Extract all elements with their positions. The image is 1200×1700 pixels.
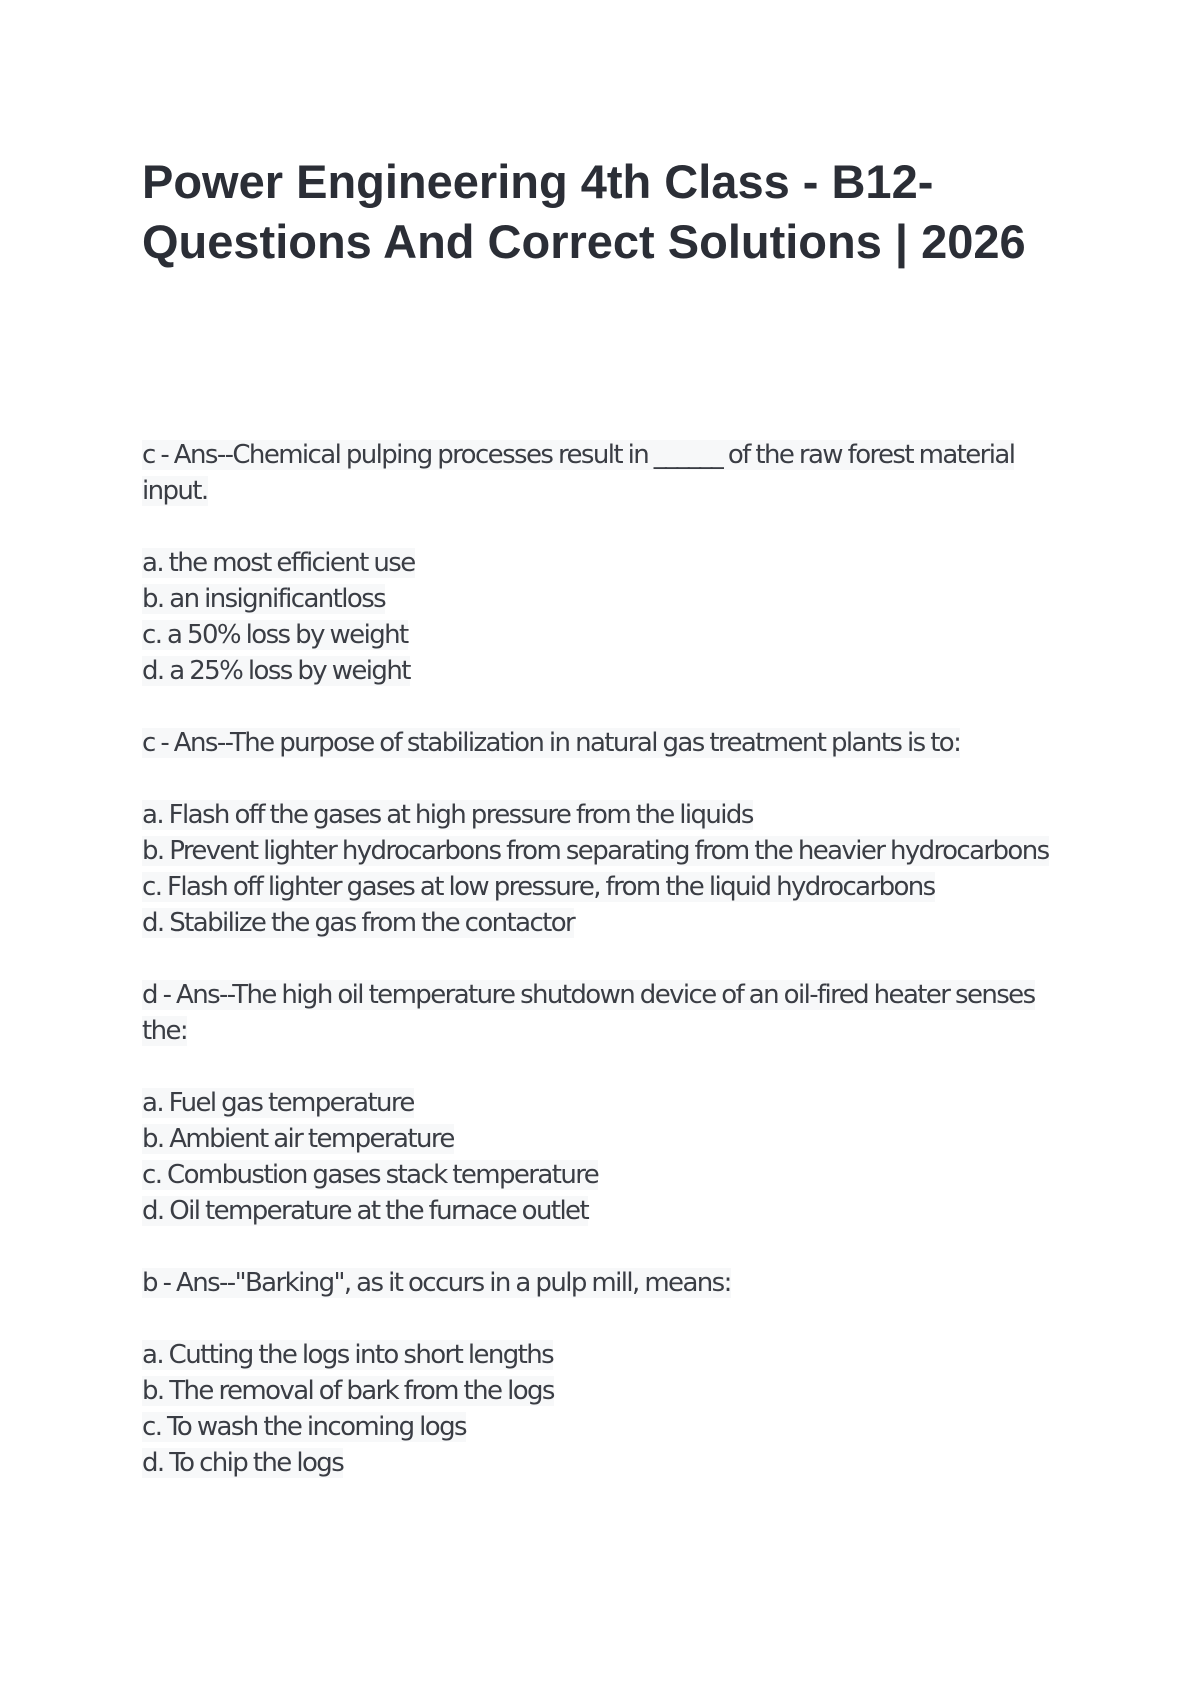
answer-option-text: a. Cutting the logs into short lengths	[142, 1340, 554, 1370]
answer-option-text: c. Combustion gases stack temperature	[142, 1160, 599, 1190]
answer-option-text: d. a 25% loss by weight	[142, 656, 410, 686]
answer-option-text: b. The removal of bark from the logs	[142, 1376, 554, 1406]
question-text	[142, 1265, 1082, 1301]
answer-option-text: b. an insignificantloss	[142, 584, 386, 614]
qa-list	[142, 437, 1082, 1517]
answer-option	[142, 1337, 1082, 1373]
qa-item	[142, 977, 1082, 1229]
answer-option	[142, 1409, 1082, 1445]
answer-option	[142, 869, 1082, 905]
qa-item	[142, 1265, 1082, 1481]
answer-option	[142, 905, 1082, 941]
question-text-highlight: d - Ans--The high oil temperature shutdown device of an oil-fired heater senses the:	[142, 980, 1035, 1046]
answer-options	[142, 1085, 1082, 1229]
answer-option-text: c. Flash off lighter gases at low pressure, from the liquid hydrocarbons	[142, 872, 935, 902]
answer-option	[142, 545, 1082, 581]
document-title: Power Engineering 4th Class - B12- Questions And Correct Solutions | 2026	[142, 155, 1026, 268]
answer-option-text: d. Oil temperature at the furnace outlet	[142, 1196, 589, 1226]
answer-option-text: c. To wash the incoming logs	[142, 1412, 466, 1442]
answer-options	[142, 545, 1082, 689]
answer-option-text: a. Flash off the gases at high pressure from the liquids	[142, 800, 753, 830]
answer-option	[142, 797, 1082, 833]
answer-option	[142, 653, 1082, 689]
answer-option	[142, 1121, 1082, 1157]
answer-option	[142, 1085, 1082, 1121]
question-text	[142, 437, 1082, 509]
answer-option-text: a. Fuel gas temperature	[142, 1088, 414, 1118]
answer-option-text: d. Stabilize the gas from the contactor	[142, 908, 575, 938]
question-text-highlight: c - Ans--The purpose of stabilization in natural gas treatment plants is to:	[142, 728, 961, 758]
answer-option-text: c. a 50% loss by weight	[142, 620, 408, 650]
answer-option	[142, 1157, 1082, 1193]
answer-options	[142, 797, 1082, 941]
answer-option	[142, 617, 1082, 653]
answer-option	[142, 1445, 1082, 1481]
answer-option	[142, 833, 1082, 869]
question-text-highlight: b - Ans--"Barking", as it occurs in a pulp mill, means:	[142, 1268, 731, 1298]
question-text	[142, 725, 1082, 761]
answer-option-text: a. the most efficient use	[142, 548, 415, 578]
question-text	[142, 977, 1082, 1049]
answer-option	[142, 1373, 1082, 1409]
answer-option-text: b. Ambient air temperature	[142, 1124, 454, 1154]
answer-option	[142, 581, 1082, 617]
question-text-highlight: c - Ans--Chemical pulping processes result in ______ of the raw forest material input.	[142, 440, 1015, 506]
qa-item	[142, 725, 1082, 941]
answer-option-text: d. To chip the logs	[142, 1448, 344, 1478]
answer-option	[142, 1193, 1082, 1229]
qa-item	[142, 437, 1082, 689]
answer-option-text: b. Prevent lighter hydrocarbons from separating from the heavier hydrocarbons	[142, 836, 1049, 866]
answer-options	[142, 1337, 1082, 1481]
